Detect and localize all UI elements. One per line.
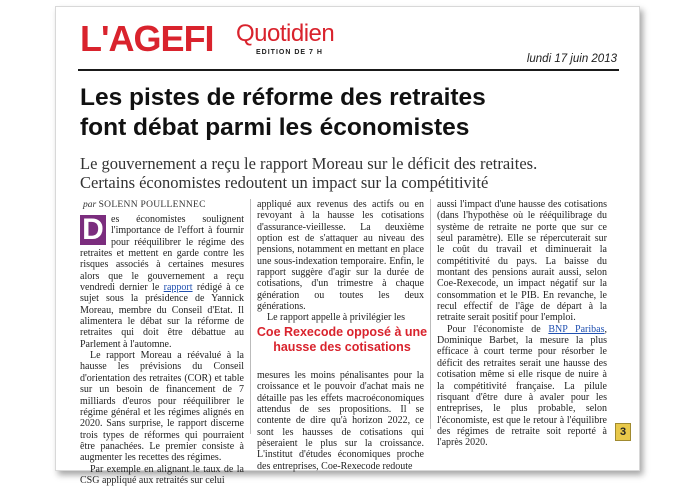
headline [80,83,620,143]
issue-date: lundi 17 juin 2013 [526,53,617,65]
paragraph: aussi l'impact d'une hausse des cotisations (dans l'hypothèse où le rééquilibrage du système de retraite ne porte que sur ce seul paramètre). Elle se répercuterait sur le coût du travail et diminuerait la compétitivité du pays. La baisse du montant des pensions aurait aussi, selon Coe-Rexecode, un impact négatif sur la consommation et le PIB. En revanche, le recul effectif de l'âge de départ à la retraite serait positif pour l'emploi. [437,199,607,324]
headline-line-1: Les pistes de réforme des retraites [80,84,486,111]
col3-text-a: Pour l'économiste de [447,323,549,335]
column-3 [437,199,607,449]
paragraph: mesures les moins pénalisantes pour la croissance et le pouvoir d'achat mais ne détaille pas les effets macroéconomiques attendus de ses propositions. Il se contente de dire qu'à horizon 2022, ce sont les hausses de cotisations qui pèseraient le plus sur la croissance. L'institut d'études économiques proche des entreprises, Coe-Rexecode redoute [257,370,424,472]
paragraph [437,324,607,449]
page-number: 3 [615,423,631,441]
column-2 [257,199,424,324]
masthead [80,17,380,57]
drop-cap: D [80,215,106,245]
column-2-continued [257,370,424,472]
logo-subtitle: Quotidien [236,20,335,47]
standfirst-line-1: Le gouvernement a reçu le rapport Moreau sur le déficit des retraites. [80,154,538,173]
byline-author: SOLENN POULLENNEC [98,200,206,210]
headline-line-2: font débat parmi les économistes [80,114,470,141]
paragraph: Le rapport appelle à privilégier les [267,312,405,324]
bnp-paribas-link[interactable]: BNP Paribas [548,323,605,335]
byline-prefix: par [83,200,97,210]
edition-label: EDITION DE 7 H [256,49,323,56]
byline [83,200,206,210]
paragraph: Le rapport Moreau a réévalué à la hausse les prévisions du Conseil d'orientation des retraites (COR) et table sur un besoin de financement de 7 milliards d'euros pour rééquilibrer le régime général et les régimes alignés en 2020. Sans surprise, le rapport discerne trois types de réformes qui pourraient être panachées. Le premier consiste à augmenter les recettes des régimes. [80,350,244,464]
subheading: Coe Rexecode opposé à une hausse des cotisations [256,325,428,354]
col3-text-b: , Dominique Barbet, la mesure la plus efficace à court terme pour résorber le déficit des retraites serait une hausse des cotisation même si elle risque de nuire à la compétitivité française. La pilule risquant d'être dure à avaler pour les entreprises, le plus probable, selon l'économiste, est que le retour à l'équilibre des régimes de retraite soit reporté à l'après 2020. [437,323,607,449]
paragraph: Par exemple en alignant le taux de la CSG appliqué aux retraités sur celui [80,463,244,486]
column-1 [80,214,244,486]
masthead-divider [78,69,619,71]
standfirst-line-2: Certains économistes redoutent un impact sur la compétitivité [80,173,489,192]
column-divider [430,199,431,429]
standfirst [80,154,625,192]
logo: L'AGEFI [80,18,214,59]
col1-text-b: rédigé à ce sujet sous la présidence de Yannick Moreau, membre du Conseil d'Etat. Il alimentera le débat sur la réforme de retraites qui doit être débattue au Parlement à l'automne. [80,282,244,350]
col1-text-a: es économistes soulignent l'importance de l'effort à fournir pour rééquilibrer le régime des retraites et mettent en garde contre les risques associés à certaines mesures alors que le gouvernement a reçu vendredi dernier le [80,214,244,294]
paragraph: appliqué aux revenus des actifs ou en revoyant à la hausse les cotisations d'assurance-vieillesse. La deuxième option est de s'attaquer au niveau des pensions, notamment en mettant en place une sous-indexation temporaire. Enfin, le rapport suggère d'agir sur la durée de cotisations, d'un trimestre à chaque génération ou toutes les deux générations. [257,199,424,313]
column-divider [250,199,251,434]
newspaper-page [55,6,640,486]
paragraph [80,214,244,350]
rapport-link[interactable]: rapport [163,282,193,294]
